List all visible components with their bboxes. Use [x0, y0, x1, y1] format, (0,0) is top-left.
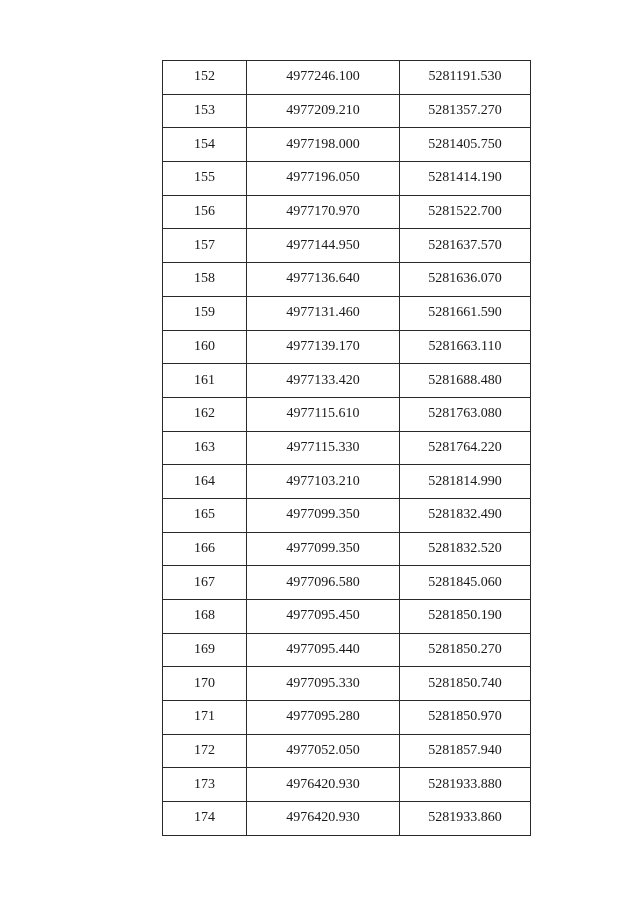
y-coordinate-cell: 5281688.480 — [400, 364, 531, 398]
point-number-cell: 152 — [163, 61, 247, 95]
y-coordinate-cell: 5281191.530 — [400, 61, 531, 95]
x-coordinate-cell: 4977144.950 — [247, 229, 400, 263]
table-row — [163, 431, 531, 465]
point-number-cell: 153 — [163, 94, 247, 128]
point-number-cell: 156 — [163, 195, 247, 229]
point-number-cell: 166 — [163, 532, 247, 566]
table-row — [163, 465, 531, 499]
point-number-cell: 170 — [163, 667, 247, 701]
x-coordinate-cell: 4977131.460 — [247, 296, 400, 330]
y-coordinate-cell: 5281637.570 — [400, 229, 531, 263]
x-coordinate-cell: 4977099.350 — [247, 532, 400, 566]
x-coordinate-cell: 4977096.580 — [247, 566, 400, 600]
x-coordinate-cell: 4977209.210 — [247, 94, 400, 128]
x-coordinate-cell: 4977246.100 — [247, 61, 400, 95]
y-coordinate-cell: 5281850.740 — [400, 667, 531, 701]
x-coordinate-cell: 4977052.050 — [247, 734, 400, 768]
point-number-cell: 172 — [163, 734, 247, 768]
table-row — [163, 330, 531, 364]
y-coordinate-cell: 5281405.750 — [400, 128, 531, 162]
y-coordinate-cell: 5281850.190 — [400, 600, 531, 634]
y-coordinate-cell: 5281857.940 — [400, 734, 531, 768]
y-coordinate-cell: 5281933.880 — [400, 768, 531, 802]
x-coordinate-cell: 4977095.450 — [247, 600, 400, 634]
y-coordinate-cell: 5281832.520 — [400, 532, 531, 566]
table-row — [163, 94, 531, 128]
point-number-cell: 169 — [163, 633, 247, 667]
table-row — [163, 768, 531, 802]
coordinates-table-body — [163, 61, 531, 836]
x-coordinate-cell: 4977139.170 — [247, 330, 400, 364]
x-coordinate-cell: 4977198.000 — [247, 128, 400, 162]
y-coordinate-cell: 5281850.270 — [400, 633, 531, 667]
x-coordinate-cell: 4977099.350 — [247, 498, 400, 532]
point-number-cell: 161 — [163, 364, 247, 398]
y-coordinate-cell: 5281764.220 — [400, 431, 531, 465]
point-number-cell: 168 — [163, 600, 247, 634]
point-number-cell: 164 — [163, 465, 247, 499]
table-row — [163, 498, 531, 532]
point-number-cell: 165 — [163, 498, 247, 532]
table-row — [163, 364, 531, 398]
table-row — [163, 566, 531, 600]
table-row — [163, 600, 531, 634]
x-coordinate-cell: 4977103.210 — [247, 465, 400, 499]
x-coordinate-cell: 4976420.930 — [247, 768, 400, 802]
table-row — [163, 128, 531, 162]
table-row — [163, 802, 531, 836]
y-coordinate-cell: 5281850.970 — [400, 701, 531, 735]
x-coordinate-cell: 4977170.970 — [247, 195, 400, 229]
x-coordinate-cell: 4977115.330 — [247, 431, 400, 465]
y-coordinate-cell: 5281663.110 — [400, 330, 531, 364]
y-coordinate-cell: 5281763.080 — [400, 397, 531, 431]
point-number-cell: 171 — [163, 701, 247, 735]
x-coordinate-cell: 4977095.280 — [247, 701, 400, 735]
point-number-cell: 173 — [163, 768, 247, 802]
x-coordinate-cell: 4977136.640 — [247, 263, 400, 297]
point-number-cell: 157 — [163, 229, 247, 263]
point-number-cell: 160 — [163, 330, 247, 364]
table-row — [163, 633, 531, 667]
y-coordinate-cell: 5281357.270 — [400, 94, 531, 128]
y-coordinate-cell: 5281661.590 — [400, 296, 531, 330]
point-number-cell: 163 — [163, 431, 247, 465]
point-number-cell: 159 — [163, 296, 247, 330]
table-row — [163, 263, 531, 297]
table-row — [163, 701, 531, 735]
x-coordinate-cell: 4977133.420 — [247, 364, 400, 398]
point-number-cell: 158 — [163, 263, 247, 297]
coordinates-table — [162, 60, 531, 836]
y-coordinate-cell: 5281522.700 — [400, 195, 531, 229]
table-row — [163, 734, 531, 768]
table-row — [163, 397, 531, 431]
y-coordinate-cell: 5281832.490 — [400, 498, 531, 532]
x-coordinate-cell: 4977095.440 — [247, 633, 400, 667]
point-number-cell: 162 — [163, 397, 247, 431]
table-row — [163, 296, 531, 330]
table-row — [163, 667, 531, 701]
y-coordinate-cell: 5281845.060 — [400, 566, 531, 600]
y-coordinate-cell: 5281814.990 — [400, 465, 531, 499]
x-coordinate-cell: 4977115.610 — [247, 397, 400, 431]
point-number-cell: 174 — [163, 802, 247, 836]
y-coordinate-cell: 5281636.070 — [400, 263, 531, 297]
x-coordinate-cell: 4977095.330 — [247, 667, 400, 701]
x-coordinate-cell: 4977196.050 — [247, 162, 400, 196]
table-row — [163, 229, 531, 263]
x-coordinate-cell: 4976420.930 — [247, 802, 400, 836]
table-row — [163, 61, 531, 95]
point-number-cell: 167 — [163, 566, 247, 600]
table-row — [163, 195, 531, 229]
point-number-cell: 155 — [163, 162, 247, 196]
point-number-cell: 154 — [163, 128, 247, 162]
table-row — [163, 532, 531, 566]
table-row — [163, 162, 531, 196]
y-coordinate-cell: 5281933.860 — [400, 802, 531, 836]
y-coordinate-cell: 5281414.190 — [400, 162, 531, 196]
